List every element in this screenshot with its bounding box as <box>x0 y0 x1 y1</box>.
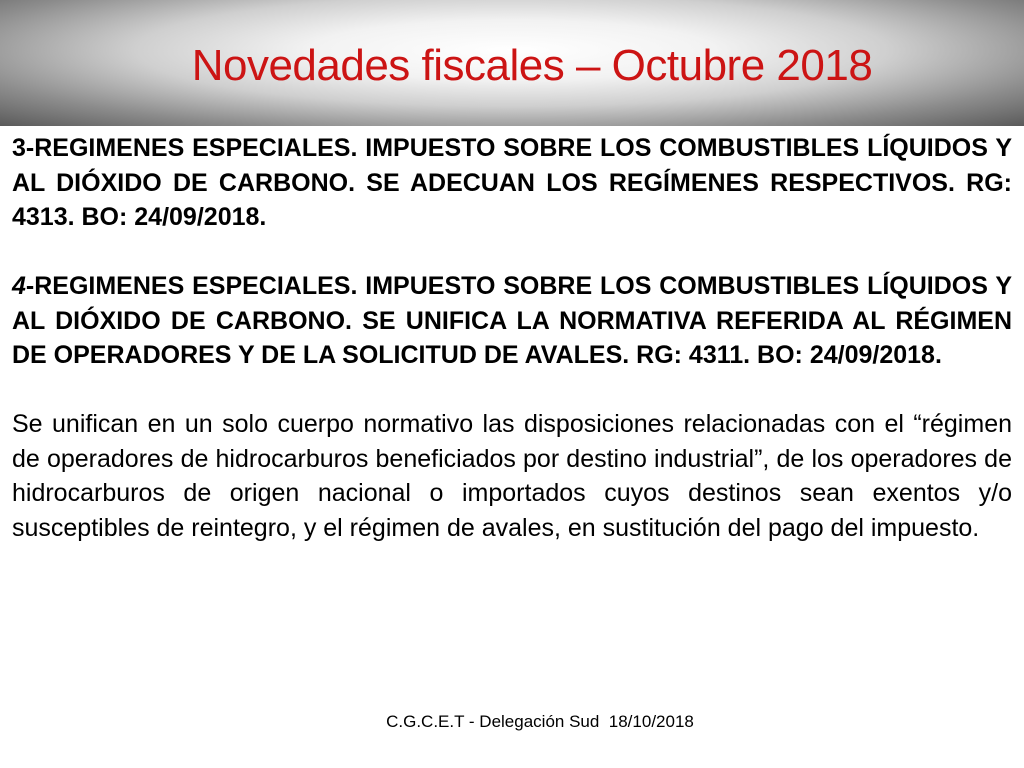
footer: C.G.C.E.T - Delegación Sud 18/10/2018 <box>386 712 694 731</box>
body-paragraph: Se unifican en un solo cuerpo normativo las disposiciones relacionadas con el “régimen de operadores de hidrocarburos beneficiados por destino industrial”, de los operadores de hidrocarburos de origen nacional o importados cuyos destinos sean exentos y/o susceptibles de reintegro, y el régimen de avales, en sustitución del pago del impuesto. <box>12 410 1012 542</box>
spacer <box>12 235 1012 270</box>
item-rg-4311 <box>12 269 1012 373</box>
item-number: 4 <box>12 272 26 300</box>
slide-title: Novedades fiscales – Octubre 2018 <box>191 41 873 90</box>
item-rg-4311-text: -REGIMENES ESPECIALES. IMPUESTO SOBRE LOS COMBUSTIBLES LÍQUIDOS Y AL DIÓXIDO DE CARBONO. SE UNIFICA LA NORMATIVA REFERIDA AL RÉGIMEN DE OPERADORES Y DE LA SOLICITUD DE AVALES. RG: 4311. BO: 24/09/2018. <box>12 272 1012 369</box>
spacer <box>12 373 1012 408</box>
title-banner <box>0 0 1024 126</box>
slide-content <box>12 131 1012 545</box>
item-rg-4313: 3-REGIMENES ESPECIALES. IMPUESTO SOBRE LOS COMBUSTIBLES LÍQUIDOS Y AL DIÓXIDO DE CARBONO. SE ADECUAN LOS REGÍMENES RESPECTIVOS. RG: 4313. BO: 24/09/2018. <box>12 134 1012 231</box>
